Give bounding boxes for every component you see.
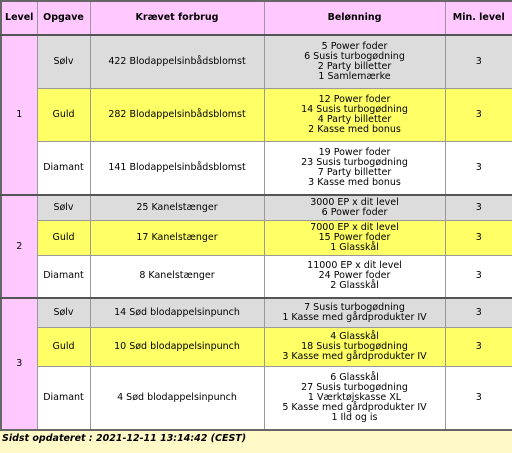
table-row <box>1 195 512 220</box>
level-cell: 1 <box>1 35 37 195</box>
reward-line: 7 Susis turbogødning <box>304 301 405 313</box>
reward-line: 6 Power foder <box>321 207 388 219</box>
table-row <box>1 255 512 298</box>
min-level-cell: 3 <box>445 142 512 195</box>
required-cell: 4 Sød blodappelsinpunch <box>90 366 264 430</box>
task-cell: Sølv <box>37 298 90 327</box>
min-level-cell: 3 <box>445 366 512 430</box>
reward-line: 5 Power foder <box>321 40 388 52</box>
header-level: Level <box>1 1 37 35</box>
reward-line: 18 Susis turbogødning <box>301 340 408 352</box>
reward-line: 1 Kasse med gårdprodukter IV <box>282 311 427 323</box>
task-cell: Guld <box>37 88 90 141</box>
task-cell: Diamant <box>37 142 90 195</box>
min-level-cell: 3 <box>445 195 512 220</box>
min-level-cell: 3 <box>445 35 512 88</box>
required-cell: 17 Kanelstænger <box>90 220 264 255</box>
min-level-cell: 3 <box>445 88 512 141</box>
level-cell: 3 <box>1 298 37 430</box>
reward-line: 12 Power foder <box>318 94 391 106</box>
reward-line: 2 Kasse med bonus <box>308 124 401 136</box>
required-cell: 422 Blodappelsinbådsblomst <box>90 35 264 88</box>
header-task: Opgave <box>37 1 90 35</box>
task-cell: Sølv <box>37 195 90 220</box>
table-row <box>1 142 512 195</box>
required-cell: 10 Sød blodappelsinpunch <box>90 327 264 366</box>
reward-line: 3 Kasse med bonus <box>308 177 401 189</box>
last-updated-text: Sidst opdateret : 2021-12-11 13:14:42 (CEST) <box>2 433 247 444</box>
reward-line: 27 Susis turbogødning <box>301 381 408 393</box>
reward-line: 19 Power foder <box>318 147 391 159</box>
reward-line: 5 Kasse med gårdprodukter IV <box>282 401 427 413</box>
required-cell: 141 Blodappelsinbådsblomst <box>90 142 264 195</box>
reward-line: 6 Glasskål <box>330 371 379 383</box>
min-level-cell: 3 <box>445 298 512 327</box>
table-row <box>1 327 512 366</box>
table-row <box>1 35 512 88</box>
task-cell: Diamant <box>37 366 90 430</box>
reward-cell <box>264 366 445 430</box>
task-cell: Sølv <box>37 35 90 88</box>
reward-line: 3000 EP x dit level <box>310 197 399 209</box>
task-cell: Guld <box>37 220 90 255</box>
reward-line: 24 Power foder <box>318 270 391 282</box>
table-row <box>1 88 512 141</box>
reward-line: 3 Kasse med gårdprodukter IV <box>282 350 427 362</box>
reward-line: 14 Susis turbogødning <box>301 104 408 116</box>
table-row <box>1 366 512 430</box>
reward-line: 7 Party billetter <box>317 167 392 179</box>
reward-line: 1 Glasskål <box>330 241 379 253</box>
table-row <box>1 298 512 327</box>
reward-line: 4 Glasskål <box>330 330 379 342</box>
reward-cell <box>264 88 445 141</box>
header-reward: Belønning <box>264 1 445 35</box>
reward-line: 4 Party billetter <box>317 114 392 126</box>
reward-cell <box>264 35 445 88</box>
header-row <box>1 1 512 35</box>
reward-line: 2 Glasskål <box>330 280 379 292</box>
reward-cell <box>264 327 445 366</box>
reward-line: 6 Susis turbogødning <box>304 50 405 62</box>
reward-line: 15 Power foder <box>318 231 391 243</box>
reward-line: 1 Værktøjskasse XL <box>307 391 402 403</box>
reward-cell <box>264 220 445 255</box>
header-required: Krævet forbrug <box>90 1 264 35</box>
required-cell: 282 Blodappelsinbådsblomst <box>90 88 264 141</box>
reward-cell <box>264 298 445 327</box>
reward-line: 23 Susis turbogødning <box>301 157 408 169</box>
min-level-cell: 3 <box>445 255 512 298</box>
reward-line: 2 Party billetter <box>317 60 392 72</box>
table-row <box>1 220 512 255</box>
min-level-cell: 3 <box>445 327 512 366</box>
required-cell: 8 Kanelstænger <box>90 255 264 298</box>
reward-line: 7000 EP x dit level <box>310 221 399 233</box>
reward-cell <box>264 142 445 195</box>
required-cell: 25 Kanelstænger <box>90 195 264 220</box>
reward-line: 11000 EP x dit level <box>307 260 402 272</box>
min-level-cell: 3 <box>445 220 512 255</box>
reward-line: 1 Samlemærke <box>318 70 391 82</box>
header-min-level: Min. level <box>445 1 512 35</box>
reward-cell <box>264 255 445 298</box>
level-cell: 2 <box>1 195 37 298</box>
task-cell: Diamant <box>37 255 90 298</box>
reward-line: 1 Ild og is <box>331 411 378 423</box>
reward-cell <box>264 195 445 220</box>
required-cell: 14 Sød blodappelsinpunch <box>90 298 264 327</box>
task-cell: Guld <box>37 327 90 366</box>
